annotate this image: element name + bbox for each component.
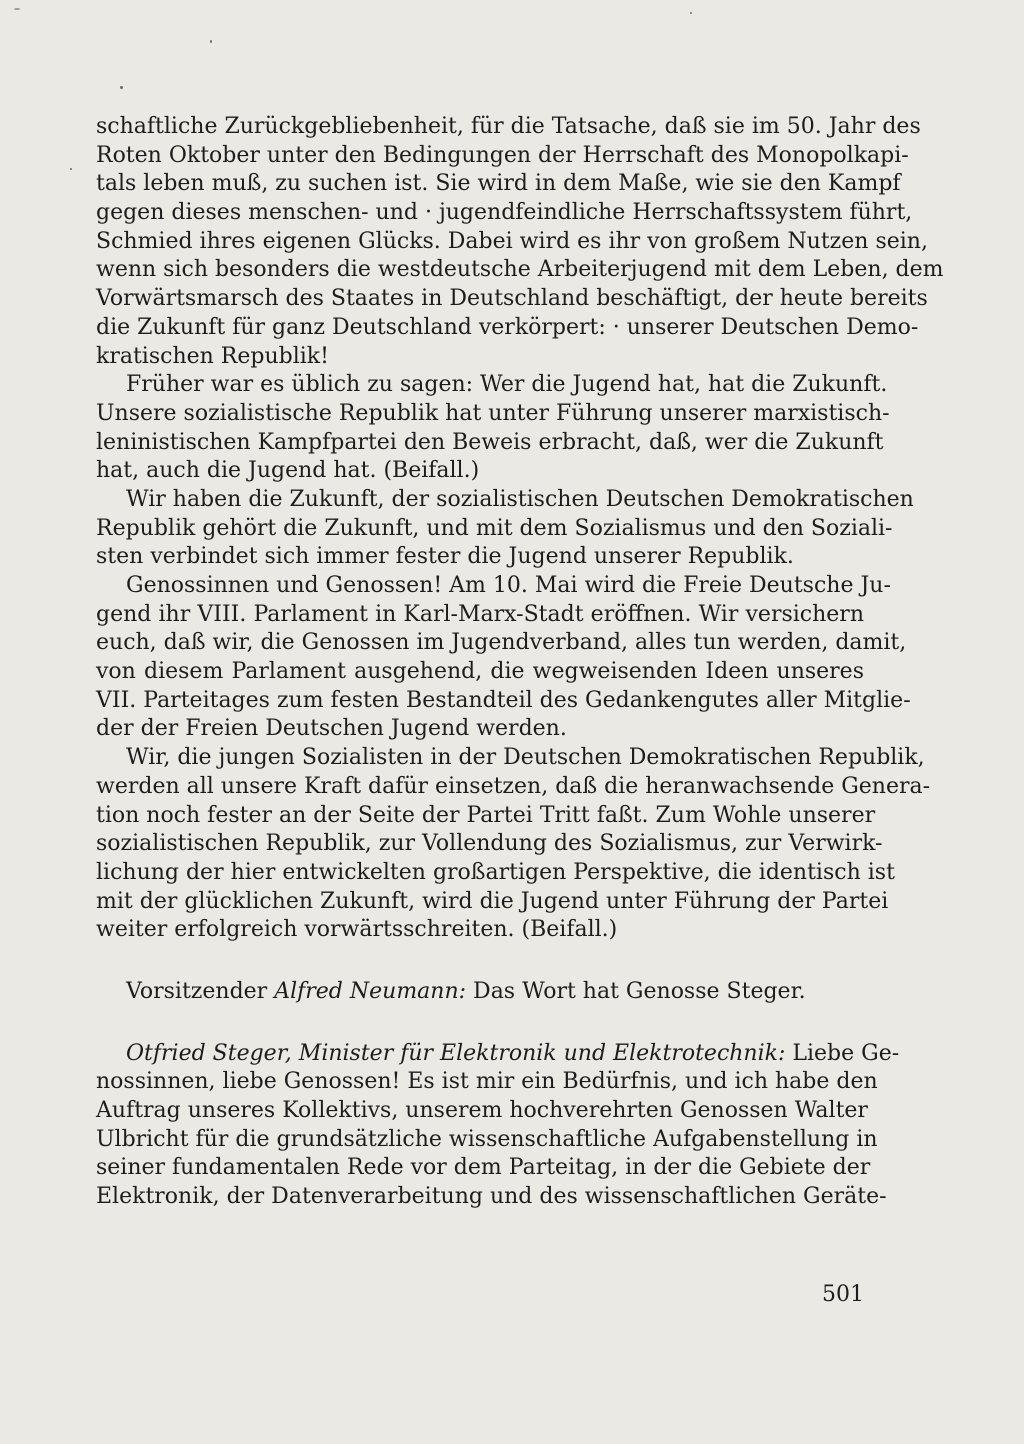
text-line: nossinnen, liebe Genossen! Es ist mir ein Bedürfnis, und ich habe den	[96, 1069, 878, 1095]
text-line: Wir haben die Zukunft, der sozialistischen Deutschen Demokratischen	[126, 486, 914, 512]
text-line: Vorwärtsmarsch des Staates in Deutschland beschäftigt, der heute bereits	[96, 286, 928, 312]
text-line: gegen dieses menschen- und · jugendfeindliche Herrschaftssystem führt,	[96, 200, 913, 226]
text-line: werden all unsere Kraft dafür einsetzen, daß die heranwachsende Genera-	[96, 773, 931, 799]
paper-speck	[120, 86, 123, 89]
text-line: Früher war es üblich zu sagen: Wer die Jugend hat, hat die Zukunft.	[126, 372, 888, 398]
text-line: tals leben muß, zu suchen ist. Sie wird in dem Maße, wie sie den Kampf	[96, 171, 901, 197]
text-line: leninistischen Kampfpartei den Beweis erbracht, daß, wer die Zukunft	[96, 429, 884, 455]
text-line: euch, daß wir, die Genossen im Jugendverband, alles tun werden, damit,	[96, 630, 907, 656]
text-line: Elektronik, der Datenverarbeitung und des wissenschaftlichen Geräte-	[96, 1184, 887, 1210]
text-line: kratischen Republik!	[96, 343, 329, 369]
text-line: weiter erfolgreich vorwärtsschreiten. (Beifall.)	[96, 917, 618, 943]
speech-speaker-name: Otfried Steger, Minister für Elektronik und Elektrotechnik:	[126, 1040, 786, 1066]
speech-first-text: Liebe Ge-	[785, 1040, 900, 1066]
text-line: lichung der hier entwickelten großartigen Perspektive, die identisch ist	[96, 859, 895, 885]
text-line: der der Freien Deutschen Jugend werden.	[96, 716, 567, 742]
text-line: mit der glücklichen Zukunft, wird die Jugend unter Führung der Partei	[96, 888, 889, 914]
text-line: VII. Parteitages zum festen Bestandteil des Gedankengutes aller Mitglie-	[96, 687, 911, 713]
chair-prefix: Vorsitzender	[126, 978, 275, 1004]
speech-first-line	[96, 1040, 900, 1069]
page-number: 501	[822, 1282, 864, 1307]
text-line: seiner fundamentalen Rede vor dem Parteitag, in der die Gebiete der	[96, 1155, 871, 1181]
paper-speck	[210, 40, 212, 43]
chair-announcement	[96, 978, 864, 1007]
text-line: Unsere sozialistische Republik hat unter Führung unserer marxistisch-	[96, 400, 890, 426]
text-line: von diesem Parlament ausgehend, die wegweisenden Ideen unseres	[96, 659, 864, 685]
text-line: Ulbricht für die grundsätzliche wissenschaftliche Aufgabenstellung in	[96, 1126, 878, 1152]
text-line: sozialistischen Republik, zur Vollendung des Sozialismus, zur Verwirk-	[96, 831, 883, 857]
text-line: hat, auch die Jugend hat. (Beifall.)	[96, 458, 480, 484]
spacer	[96, 945, 864, 978]
text-line: Wir, die jungen Sozialisten in der Deutschen Demokratischen Republik,	[126, 745, 925, 771]
spacer	[96, 1007, 864, 1040]
text-line: die Zukunft für ganz Deutschland verkörpert: · unserer Deutschen Demo-	[96, 314, 919, 340]
text-line: gend ihr VIII. Parlament in Karl-Marx-Stadt eröffnen. Wir versichern	[96, 601, 864, 627]
text-line: Roten Oktober unter den Bedingungen der Herrschaft des Monopolkapi-	[96, 142, 909, 168]
paper-speck	[14, 8, 20, 10]
chair-speaker-name: Alfred Neumann:	[274, 978, 467, 1004]
text-line: wenn sich besonders die westdeutsche Arbeiterjugend mit dem Leben, dem	[96, 257, 944, 283]
body-text	[96, 113, 944, 1212]
chair-text: Das Wort hat Genosse Steger.	[466, 978, 806, 1004]
text-line: sten verbindet sich immer fester die Jugend unserer Republik.	[96, 544, 794, 570]
text-line: schaftliche Zurückgebliebenheit, für die Tatsache, daß sie im 50. Jahr des	[96, 114, 921, 139]
text-line: Schmied ihres eigenen Glücks. Dabei wird es ihr von großem Nutzen sein,	[96, 228, 928, 254]
text-line: Republik gehört die Zukunft, und mit dem Sozialismus und den Soziali-	[96, 515, 893, 541]
text-line: Genossinnen und Genossen! Am 10. Mai wird die Freie Deutsche Ju-	[126, 573, 891, 598]
text-line: tion noch fester an der Seite der Partei Tritt faßt. Zum Wohle unserer	[96, 802, 876, 828]
paper-speck	[690, 12, 692, 14]
text-line: Auftrag unseres Kollektivs, unserem hochverehrten Genossen Walter	[96, 1098, 868, 1123]
paper-speck	[70, 168, 72, 170]
